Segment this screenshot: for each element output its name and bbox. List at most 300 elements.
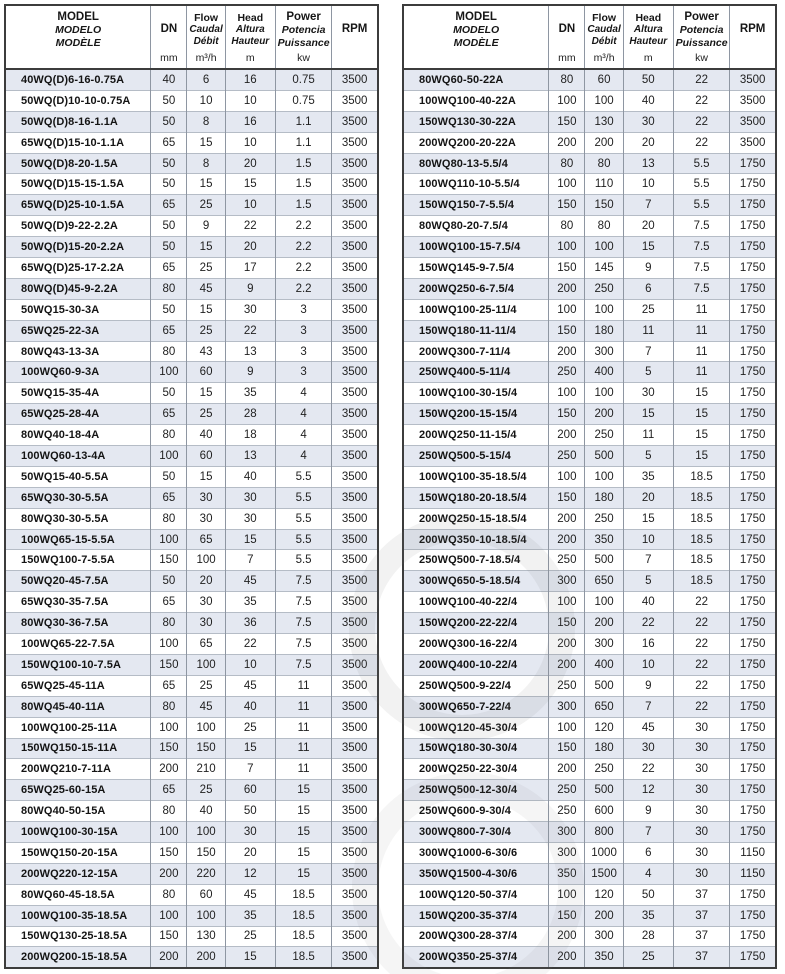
rpm-cell: 1750 [730, 801, 776, 822]
rpm-cell: 3500 [332, 508, 378, 529]
power-cell: 3 [275, 341, 331, 362]
power-cell: 22 [673, 132, 729, 153]
rpm-cell: 1750 [730, 153, 776, 174]
power-cell: 18.5 [673, 508, 729, 529]
dn-cell: 50 [151, 174, 187, 195]
flow-cell: 43 [187, 341, 225, 362]
flow-cell: 15 [187, 237, 225, 258]
rpm-cell: 1750 [730, 926, 776, 947]
dn-cell: 200 [549, 132, 585, 153]
head-cell: 45 [225, 884, 275, 905]
dn-cell: 100 [151, 446, 187, 467]
table-row [5, 111, 378, 132]
model-cell: 150WQ150-7-5.5/4 [403, 195, 549, 216]
head-cell: 9 [225, 278, 275, 299]
dn-cell: 65 [151, 404, 187, 425]
flow-cell: 100 [585, 466, 623, 487]
table-row [5, 237, 378, 258]
rpm-cell: 1750 [730, 320, 776, 341]
dn-cell: 80 [151, 801, 187, 822]
table-row [5, 90, 378, 111]
flow-cell: 15 [187, 466, 225, 487]
table-row [5, 174, 378, 195]
power-cell: 18.5 [673, 571, 729, 592]
dn-cell: 50 [151, 111, 187, 132]
flow-cell: 8 [187, 153, 225, 174]
power-cell: 7.5 [275, 613, 331, 634]
dn-cell: 300 [549, 571, 585, 592]
table-row [403, 258, 776, 279]
dn-cell: 100 [549, 174, 585, 195]
head-cell: 30 [623, 111, 673, 132]
flow-cell: 20 [187, 571, 225, 592]
power-cell: 30 [673, 863, 729, 884]
model-label: MODEL [455, 10, 497, 23]
model-cell: 80WQ60-45-18.5A [5, 884, 151, 905]
dn-cell: 150 [549, 487, 585, 508]
model-cell: 150WQ130-25-18.5A [5, 926, 151, 947]
head-cell: 10 [623, 174, 673, 195]
flow-cell: 25 [187, 195, 225, 216]
rpm-cell: 1750 [730, 362, 776, 383]
table-row [403, 780, 776, 801]
model-cell: 50WQ(D)8-16-1.1A [5, 111, 151, 132]
model-cell: 80WQ(D)45-9-2.2A [5, 278, 151, 299]
rpm-cell: 3500 [332, 654, 378, 675]
power-cell: 18.5 [275, 905, 331, 926]
flow-cell: 100 [585, 299, 623, 320]
power-cell: 7.5 [275, 592, 331, 613]
table-header [5, 5, 378, 69]
rpm-cell: 1150 [730, 863, 776, 884]
dn-cell: 200 [549, 278, 585, 299]
rpm-cell: 3500 [332, 446, 378, 467]
head-cell: 60 [225, 780, 275, 801]
model-cell: 200WQ220-12-15A [5, 863, 151, 884]
flow-cell: 30 [187, 592, 225, 613]
dn-cell: 300 [549, 842, 585, 863]
model-cell: 200WQ400-10-22/4 [403, 654, 549, 675]
power-cell: 15 [673, 425, 729, 446]
table-row [403, 654, 776, 675]
model-cell: 100WQ100-40-22A [403, 90, 549, 111]
dn-cell: 65 [151, 320, 187, 341]
table-row [5, 905, 378, 926]
power-cell: 11 [673, 299, 729, 320]
head-cell: 30 [623, 383, 673, 404]
rpm-cell: 1750 [730, 466, 776, 487]
power-cell: 5.5 [275, 466, 331, 487]
power-cell: 22 [673, 69, 729, 90]
flow-cell: 120 [585, 717, 623, 738]
flow-label-fr: Débit [591, 36, 617, 48]
rpm-label: RPM [739, 23, 766, 36]
table-row [5, 425, 378, 446]
dn-label: DN [160, 23, 178, 36]
power-cell: 4 [275, 383, 331, 404]
model-label: MODEL [57, 10, 99, 23]
head-cell: 40 [225, 696, 275, 717]
head-unit: m [245, 52, 255, 64]
head-cell: 7 [623, 696, 673, 717]
flow-cell: 200 [585, 905, 623, 926]
model-cell: 100WQ65-22-7.5A [5, 634, 151, 655]
flow-cell: 100 [187, 905, 225, 926]
head-cell: 35 [225, 383, 275, 404]
rpm-cell: 3500 [332, 341, 378, 362]
flow-cell: 250 [585, 759, 623, 780]
dn-cell: 80 [549, 153, 585, 174]
head-cell: 20 [623, 132, 673, 153]
dn-cell: 100 [549, 90, 585, 111]
flow-cell: 15 [187, 383, 225, 404]
power-cell: 18.5 [275, 926, 331, 947]
flow-cell: 60 [187, 884, 225, 905]
head-cell: 11 [623, 425, 673, 446]
model-label-fr: MODÈLE [55, 36, 101, 49]
head-cell: 5 [623, 446, 673, 467]
dn-cell: 65 [151, 132, 187, 153]
flow-cell: 40 [187, 425, 225, 446]
head-cell: 13 [623, 153, 673, 174]
dn-cell: 150 [549, 258, 585, 279]
power-cell: 2.2 [275, 216, 331, 237]
power-cell: 30 [673, 801, 729, 822]
rpm-cell: 1750 [730, 717, 776, 738]
model-cell: 80WQ40-18-4A [5, 425, 151, 446]
table-row [5, 132, 378, 153]
flow-cell: 9 [187, 216, 225, 237]
flow-cell: 210 [187, 759, 225, 780]
dn-cell: 200 [151, 759, 187, 780]
rpm-cell: 3500 [332, 780, 378, 801]
table-row [5, 801, 378, 822]
power-cell: 0.75 [275, 69, 331, 90]
head-cell: 4 [623, 863, 673, 884]
flow-cell: 120 [585, 884, 623, 905]
power-cell: 37 [673, 947, 729, 968]
dn-cell: 100 [549, 592, 585, 613]
flow-cell: 15 [187, 174, 225, 195]
head-cell: 5 [623, 362, 673, 383]
dn-cell: 300 [549, 696, 585, 717]
power-cell: 4 [275, 425, 331, 446]
dn-cell: 80 [549, 216, 585, 237]
table-row [5, 592, 378, 613]
model-cell: 150WQ200-35-37/4 [403, 905, 549, 926]
head-cell: 30 [623, 738, 673, 759]
table-row [5, 69, 378, 90]
rpm-cell: 3500 [332, 362, 378, 383]
rpm-cell: 1750 [730, 738, 776, 759]
head-cell: 9 [225, 362, 275, 383]
rpm-cell: 3500 [730, 111, 776, 132]
table-row [403, 634, 776, 655]
model-unit [404, 51, 548, 68]
rpm-cell: 3500 [332, 69, 378, 90]
table-row [403, 90, 776, 111]
power-cell: 11 [673, 362, 729, 383]
flow-label-fr: Débit [193, 36, 219, 48]
flow-cell: 350 [585, 529, 623, 550]
column-header-dn [151, 5, 187, 69]
power-cell: 37 [673, 884, 729, 905]
model-cell: 50WQ15-35-4A [5, 383, 151, 404]
model-cell: 200WQ250-6-7.5/4 [403, 278, 549, 299]
dn-cell: 250 [549, 362, 585, 383]
model-unit [6, 51, 150, 68]
power-cell: 2.2 [275, 237, 331, 258]
head-cell: 20 [623, 487, 673, 508]
model-cell: 200WQ250-22-30/4 [403, 759, 549, 780]
rpm-cell: 3500 [332, 466, 378, 487]
power-cell: 30 [673, 822, 729, 843]
head-cell: 15 [623, 508, 673, 529]
dn-cell: 65 [151, 592, 187, 613]
dn-cell: 200 [549, 926, 585, 947]
rpm-cell: 3500 [332, 759, 378, 780]
flow-cell: 300 [585, 341, 623, 362]
model-cell: 100WQ100-25-11/4 [403, 299, 549, 320]
rpm-cell: 3500 [332, 947, 378, 968]
head-cell: 25 [623, 299, 673, 320]
flow-cell: 25 [187, 320, 225, 341]
table-row [5, 550, 378, 571]
model-cell: 100WQ65-15-5.5A [5, 529, 151, 550]
flow-cell: 100 [187, 717, 225, 738]
rpm-cell: 3500 [332, 111, 378, 132]
table-row [5, 654, 378, 675]
rpm-cell: 1750 [730, 592, 776, 613]
dn-cell: 50 [151, 237, 187, 258]
model-cell: 100WQ120-50-37/4 [403, 884, 549, 905]
dn-cell: 40 [151, 69, 187, 90]
model-cell: 250WQ600-9-30/4 [403, 801, 549, 822]
table-row [5, 320, 378, 341]
table-row [403, 801, 776, 822]
head-cell: 35 [623, 905, 673, 926]
flow-cell: 65 [187, 634, 225, 655]
rpm-cell: 3500 [730, 69, 776, 90]
power-cell: 18.5 [275, 947, 331, 968]
head-label: Head [237, 12, 264, 25]
flow-cell: 200 [585, 404, 623, 425]
dn-cell: 100 [151, 634, 187, 655]
model-cell: 200WQ300-28-37/4 [403, 926, 549, 947]
table-row [5, 863, 378, 884]
rpm-cell: 3500 [332, 90, 378, 111]
table-row [403, 299, 776, 320]
table-row [5, 508, 378, 529]
model-cell: 300WQ650-5-18.5/4 [403, 571, 549, 592]
head-cell: 6 [623, 842, 673, 863]
model-label-es: MODELO [55, 24, 102, 37]
model-cell: 65WQ(D)15-10-1.1A [5, 132, 151, 153]
model-cell: 300WQ650-7-22/4 [403, 696, 549, 717]
head-cell: 40 [225, 466, 275, 487]
flow-cell: 130 [585, 111, 623, 132]
rpm-cell: 1750 [730, 446, 776, 467]
table-row [403, 613, 776, 634]
table-row [5, 884, 378, 905]
column-header-flow [585, 5, 623, 69]
model-cell: 200WQ210-7-11A [5, 759, 151, 780]
power-cell: 11 [275, 738, 331, 759]
power-cell: 18.5 [673, 466, 729, 487]
flow-cell: 100 [585, 90, 623, 111]
dn-cell: 100 [151, 905, 187, 926]
column-header-rpm [332, 5, 378, 69]
rpm-cell: 3500 [332, 738, 378, 759]
table-row [403, 822, 776, 843]
flow-cell: 250 [585, 508, 623, 529]
model-cell: 80WQ43-13-3A [5, 341, 151, 362]
table-row [5, 362, 378, 383]
table-row [403, 362, 776, 383]
rpm-cell: 1750 [730, 237, 776, 258]
model-cell: 65WQ(D)25-10-1.5A [5, 195, 151, 216]
head-cell: 13 [225, 446, 275, 467]
power-cell: 11 [275, 696, 331, 717]
rpm-cell: 1750 [730, 822, 776, 843]
rpm-cell: 1750 [730, 258, 776, 279]
head-cell: 40 [623, 90, 673, 111]
power-cell: 22 [673, 613, 729, 634]
rpm-cell: 1750 [730, 634, 776, 655]
rpm-cell: 1750 [730, 404, 776, 425]
dn-cell: 150 [549, 111, 585, 132]
pump-spec-table-left [4, 4, 379, 969]
dn-cell: 80 [151, 613, 187, 634]
head-cell: 5 [623, 571, 673, 592]
power-cell: 18.5 [673, 550, 729, 571]
flow-cell: 110 [585, 174, 623, 195]
table-row [403, 905, 776, 926]
model-cell: 50WQ(D)8-20-1.5A [5, 153, 151, 174]
flow-cell: 25 [187, 675, 225, 696]
table-row [5, 529, 378, 550]
model-cell: 65WQ30-35-7.5A [5, 592, 151, 613]
flow-cell: 40 [187, 801, 225, 822]
rpm-cell: 3500 [332, 717, 378, 738]
power-cell: 22 [673, 696, 729, 717]
table-row [5, 278, 378, 299]
table-row [403, 132, 776, 153]
rpm-cell: 3500 [730, 132, 776, 153]
model-cell: 100WQ60-9-3A [5, 362, 151, 383]
flow-cell: 200 [187, 947, 225, 968]
rpm-cell: 1150 [730, 842, 776, 863]
power-cell: 11 [275, 717, 331, 738]
head-cell: 7 [623, 550, 673, 571]
head-cell: 16 [623, 634, 673, 655]
rpm-cell: 3500 [332, 320, 378, 341]
rpm-cell: 3500 [332, 278, 378, 299]
power-label-es: Potencia [679, 24, 724, 37]
power-cell: 7.5 [673, 258, 729, 279]
model-cell: 50WQ(D)9-22-2.2A [5, 216, 151, 237]
model-cell: 150WQ200-22-22/4 [403, 613, 549, 634]
head-cell: 9 [623, 801, 673, 822]
column-header-model [403, 5, 549, 69]
table-row [403, 738, 776, 759]
dn-cell: 100 [151, 529, 187, 550]
head-cell: 10 [623, 654, 673, 675]
head-cell: 9 [623, 675, 673, 696]
model-cell: 80WQ80-13-5.5/4 [403, 153, 549, 174]
flow-cell: 100 [187, 654, 225, 675]
column-header-flow [187, 5, 225, 69]
table-row [403, 926, 776, 947]
dn-cell: 200 [549, 529, 585, 550]
power-cell: 15 [275, 801, 331, 822]
dn-cell: 200 [151, 863, 187, 884]
model-cell: 250WQ400-5-11/4 [403, 362, 549, 383]
model-cell: 200WQ350-10-18.5/4 [403, 529, 549, 550]
dn-cell: 200 [549, 341, 585, 362]
power-cell: 4 [275, 404, 331, 425]
rpm-cell: 3500 [332, 571, 378, 592]
rpm-cell: 1750 [730, 654, 776, 675]
power-cell: 18.5 [673, 487, 729, 508]
model-cell: 250WQ500-9-22/4 [403, 675, 549, 696]
dn-cell: 150 [151, 926, 187, 947]
power-cell: 22 [673, 675, 729, 696]
model-cell: 50WQ15-30-3A [5, 299, 151, 320]
model-cell: 150WQ150-20-15A [5, 842, 151, 863]
head-cell: 12 [623, 780, 673, 801]
head-cell: 17 [225, 258, 275, 279]
flow-cell: 45 [187, 278, 225, 299]
column-header-head [623, 5, 673, 69]
flow-cell: 145 [585, 258, 623, 279]
power-cell: 5.5 [275, 529, 331, 550]
table-row [403, 508, 776, 529]
model-cell: 50WQ(D)15-20-2.2A [5, 237, 151, 258]
flow-cell: 80 [585, 153, 623, 174]
model-cell: 200WQ200-20-22A [403, 132, 549, 153]
head-cell: 35 [225, 905, 275, 926]
power-cell: 22 [673, 654, 729, 675]
head-cell: 10 [225, 195, 275, 216]
table-row [403, 111, 776, 132]
rpm-cell: 3500 [332, 383, 378, 404]
flow-cell: 650 [585, 696, 623, 717]
dn-cell: 150 [151, 738, 187, 759]
head-cell: 28 [623, 926, 673, 947]
rpm-cell: 1750 [730, 487, 776, 508]
dn-cell: 80 [151, 696, 187, 717]
column-header-power [275, 5, 331, 69]
rpm-cell: 3500 [332, 634, 378, 655]
model-cell: 100WQ100-35-18.5/4 [403, 466, 549, 487]
rpm-cell: 1750 [730, 759, 776, 780]
flow-cell: 25 [187, 404, 225, 425]
model-label-fr: MODÈLE [453, 36, 499, 49]
head-cell: 22 [623, 613, 673, 634]
power-cell: 11 [275, 759, 331, 780]
flow-cell: 25 [187, 258, 225, 279]
dn-cell: 300 [549, 822, 585, 843]
dn-cell: 65 [151, 780, 187, 801]
flow-cell: 60 [585, 69, 623, 90]
head-cell: 30 [225, 508, 275, 529]
head-cell: 6 [623, 278, 673, 299]
table-row [5, 216, 378, 237]
dn-cell: 150 [549, 738, 585, 759]
dn-cell: 80 [151, 884, 187, 905]
head-unit: m [643, 52, 653, 64]
